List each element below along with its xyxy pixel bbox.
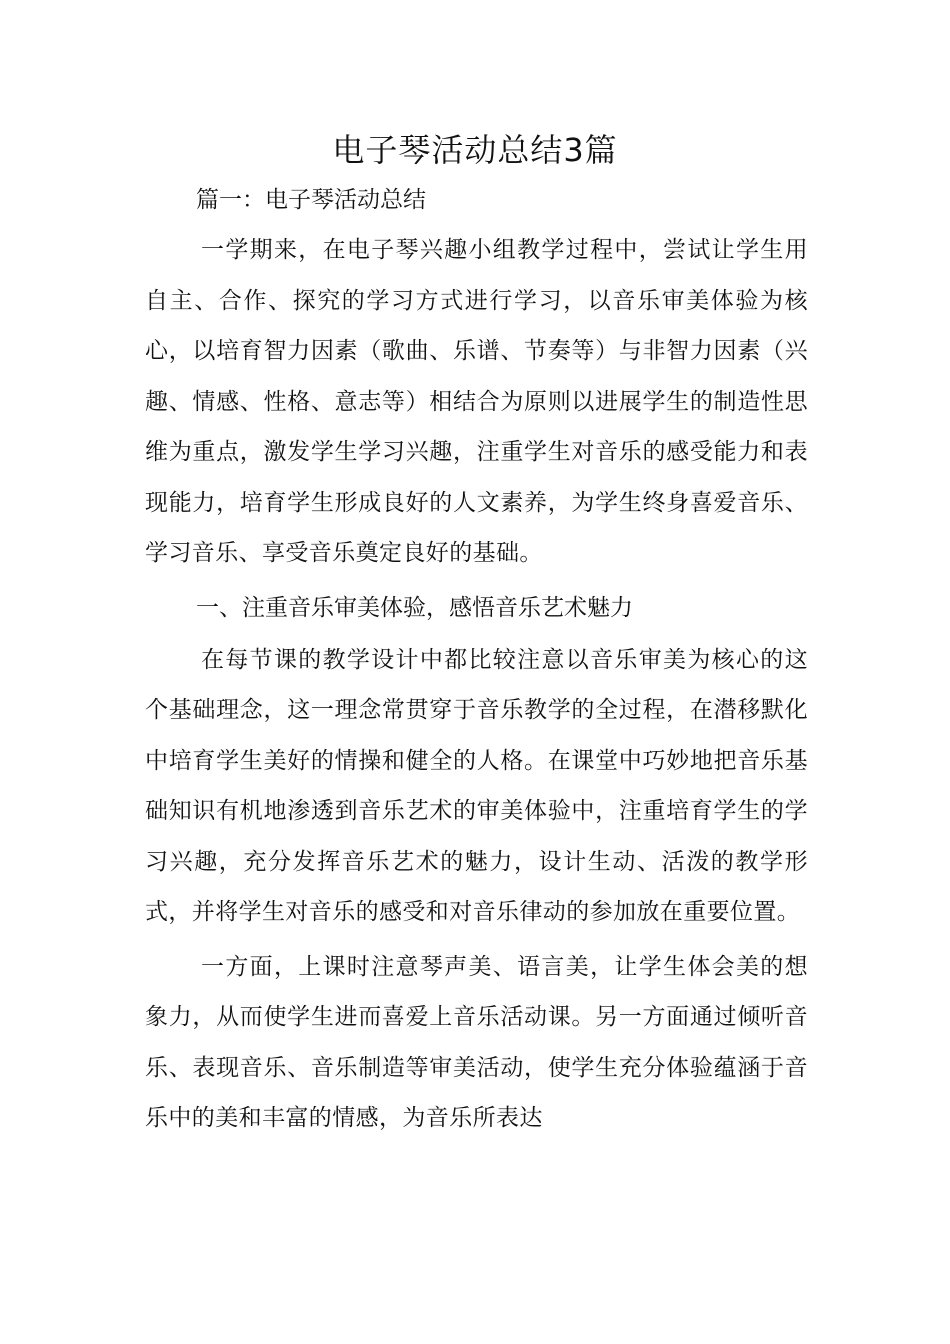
paragraph: 一方面，上课时注意琴声美、语言美，让学生体会美的想象力，从而使学生进而喜爱上音乐活动课。另一方面通过倾听音乐、表现音乐、音乐制造等审美活动，使学生充分体验蕴涵于音乐中的美和丰富的情感，为音乐所表达 (145, 953, 808, 1131)
paragraph: 一学期来，在电子琴兴趣小组教学过程中，尝试让学生用自主、合作、探究的学习方式进行学习，以音乐审美体验为核心，以培育智力因素（歌曲、乐谱、节奏等）与非智力因素（兴趣、情感、性格、意志等）相结合为原则以进展学生的制造性思维为重点，激发学生学习兴趣，注重学生对音乐的感受能力和表现能力，培育学生形成良好的人文素养，为学生终身喜爱音乐、学习音乐、享受音乐奠定良好的基础。 (145, 237, 808, 566)
paragraph: 在每节课的教学设计中都比较注意以音乐审美为核心的这个基础理念，这一理念常贯穿于音乐教学的全过程，在潜移默化中培育学生美好的情操和健全的人格。在课堂中巧妙地把音乐基础知识有机地渗透到音乐艺术的审美体验中，注重培育学生的学习兴趣，充分发挥音乐艺术的魅力，设计生动、活泼的教学形式，并将学生对音乐的感受和对音乐律动的参加放在重要位置。 (145, 646, 808, 925)
document-title: 电子琴活动总结3篇 (332, 131, 618, 169)
document-body (145, 177, 808, 1144)
part-heading: 篇一：电子琴活动总结 (196, 187, 426, 213)
section-heading: 一、注重音乐审美体验，感悟音乐艺术魅力 (196, 594, 633, 621)
